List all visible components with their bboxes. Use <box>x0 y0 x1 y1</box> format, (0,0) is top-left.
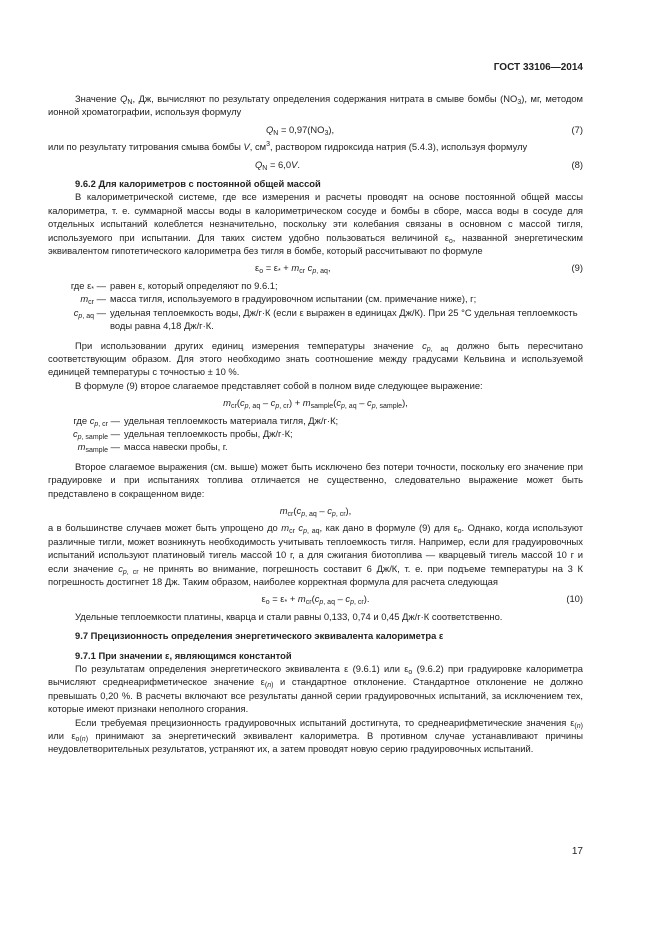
formula-8 <box>48 158 583 171</box>
formula-text: $Q_N = 6,0V$. <box>255 158 300 172</box>
formula-full <box>48 396 583 409</box>
paragraph: Значение $Q_N$, Дж, вычисляют по результату определения содержания нитрата в смыве бомбы $(NO_3)$, мг, методом ионной хроматографии, используя формулу <box>48 93 583 118</box>
formula-10 <box>48 592 583 605</box>
section-heading-9-6-2: 9.6.2 Для калориметров с постоянной общей массой <box>75 178 321 190</box>
section-heading-9-7: 9.7 Прецизионность определения энергетического эквивалента калориметра ε <box>75 630 444 642</box>
paragraph: Удельные теплоемкости платины, кварца и стали равны 0,133, 0,74 и 0,45 Дж/г·К соответственно. <box>75 610 503 622</box>
where-text: удельная теплоемкость воды, Дж/г·К (если ε выражен в единицах Дж/К). При 25 °С удельная теплоемкость воды равна 4,18 Дж/г·К. <box>110 306 578 332</box>
where-text: удельная теплоемкость пробы, Дж/г·К; <box>124 427 293 439</box>
page-number: 17 <box>571 846 583 857</box>
formula-text: $Q_N = 0,97(NO_3)$, <box>266 123 335 137</box>
where-text: удельная теплоемкость материала тигля, Дж/г·К; <box>124 414 339 426</box>
standard-header: ГОСТ 33106—2014 <box>493 62 583 73</box>
paragraph: а в большинстве случаев может быть упрощено до $m_{cr}$ $c_{p, aq}$, как дано в формуле (9) для $\varepsilon_o$. Однако, когда используют различные тигли, может возникнуть необходимость учитывать теплоемкость тигля. Например, если для градуировочных испытаний используют платиновый тигель массой 10 г, а для сжигания биотоплива — кварцевый тигель массой 10 г и если значение $c_{p, cr}$ не принять во внимание, погрешность составит 6 Дж/К, т. е. при подъеме температуры на 3 К погрешность достигнет 18 Дж. Таким образом, наиболее корректная формула для расчета следующая <box>48 522 584 587</box>
where-text: равен ε, который определяют по 9.6.1; <box>110 279 278 291</box>
where-label: $c_{p, aq}$ — <box>73 306 106 320</box>
where-item <box>48 292 583 305</box>
formula-number: (7) <box>571 123 583 135</box>
where-label: $c_{p, sample}$ — <box>72 427 120 441</box>
where-label: где $c_{p, cr}$ — <box>73 414 120 428</box>
paragraph: При использовании других единиц измерения температуры значение $c_{p, aq}$ должно быть пересчитано соответствующим образом. Для этого необходимо знать соотношение между градусами Кельвина и используемой единицей температуры с точностью ± 10 %. <box>48 339 583 378</box>
where-label: $m_{cr}$ — <box>80 293 106 307</box>
where-item <box>48 414 583 427</box>
paragraph: По результатам определения энергетического эквивалента ε (9.6.1) или $\varepsilon_o$ (9.6.2) при градуировке калориметра вычисляют среднеарифметическое значение $\varepsilon_{(n)}$ и стандартное отклонение. Стандартное отклонение не должно превышать 0,20 %. В расчеты включают все результаты данной серии градуировочных испытаний, за исключением тех, которые имеют признаки неполного сгорания. <box>48 663 583 715</box>
formula-short <box>48 504 583 517</box>
paragraph: Если требуемая прецизионность градуировочных испытаний достигнута, то среднеарифметические значения $\varepsilon_{(n)}$ или $\varepsilon_{o(n)}$ принимают за энергетический эквивалент калориметра. В противном случае устанавливают причины неудовлетворительных результатов, устраняют их, а затем проводят новую серию градуировочных испытаний. <box>48 716 583 755</box>
formula-number: (9) <box>571 262 583 274</box>
where-label: $m_{sample}$ — <box>77 441 120 455</box>
formula-text: $\varepsilon_o = \varepsilon_* + m_{cr}(c_{p, aq} - c_{p, cr})$. <box>261 593 370 607</box>
formula-text: $m_{cr}(c_{p, aq} - c_{p, cr}) + m_{sample}(c_{p, aq} - c_{p, sample})$, <box>223 397 408 411</box>
where-item <box>48 306 583 333</box>
paragraph: Второе слагаемое выражения (см. выше) может быть исключено без потери точности, поскольку его значение при градуировке и при испытаниях топлива отличается не существенно, следовательно выражение может быть представлено в сокращенном виде: <box>48 460 583 499</box>
formula-number: (8) <box>571 158 583 170</box>
formula-text: $\varepsilon_o = \varepsilon_* + m_{cr}$ $c_{p, aq}$, <box>255 262 331 276</box>
paragraph: или по результату титрования смыва бомбы V, $см^3$, раствором гидроксида натрия (5.4.3), используя формулу <box>48 141 528 153</box>
formula-number: (10) <box>566 593 583 605</box>
paragraph: В калориметрической системе, где все измерения и расчеты проводят на основе постоянной общей массы калориметра, т. е. суммарной массы воды в калориметрическом сосуде и бомбы в сборе, масса воды в сосуде для отдельных испытаний колеблется незначительно, поскольку эти колебания связаны в основном с массой тигля, используемого при испытании. Для таких систем удобно пользоваться величиной $\varepsilon_o$, названной энергетическим эквивалентом гипотетического калориметра без тигля в бомбе, который рассчитывают по формуле <box>48 191 583 257</box>
where-label: где $\varepsilon_*$ — <box>70 279 106 293</box>
where-text: масса навески пробы, г. <box>124 441 228 453</box>
paragraph: В формуле (9) второе слагаемое представляет собой в полном виде следующее выражение: <box>75 379 483 391</box>
page-content <box>48 92 583 756</box>
section-heading-9-7-1: 9.7.1 При значении ε, являющимся константой <box>75 649 292 661</box>
formula-9 <box>48 261 583 274</box>
where-item <box>48 440 583 453</box>
where-item <box>48 427 583 440</box>
where-item <box>48 279 583 292</box>
formula-7 <box>48 123 583 136</box>
formula-text: $m_{cr}(c_{p, aq} - c_{p, cr})$, <box>279 504 352 518</box>
where-text: масса тигля, используемого в градуировочном испытании (см. примечание ниже), г; <box>110 293 477 305</box>
